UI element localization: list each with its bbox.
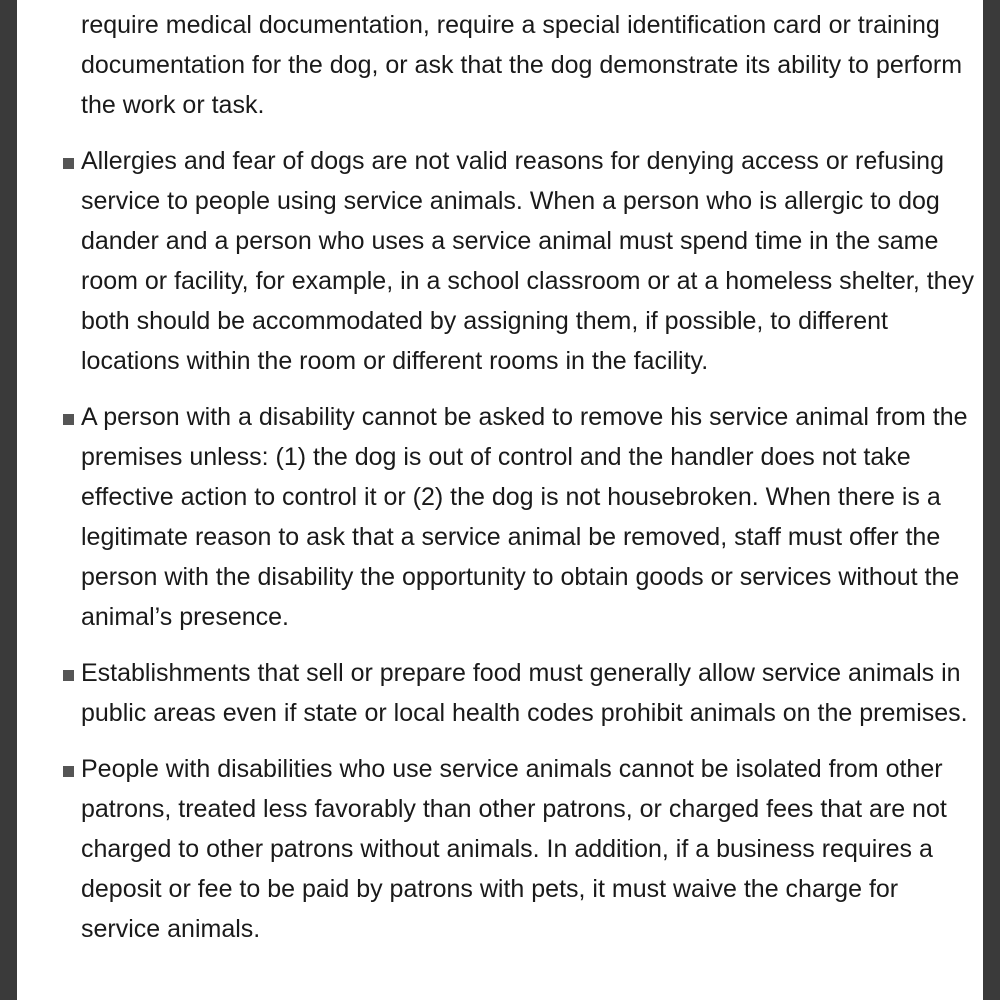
list-item-text: Establishments that sell or prepare food must generally allow service animals in public areas even if state or local health codes prohibit animals on the premises. — [81, 659, 968, 727]
bullet-square-icon — [63, 670, 74, 681]
bullet-square-icon — [63, 158, 74, 169]
list-item — [17, 0, 983, 125]
document-page — [17, 0, 983, 1000]
list-item — [17, 141, 983, 381]
list-item — [17, 397, 983, 637]
bullet-square-icon — [63, 766, 74, 777]
bullet-square-icon — [63, 414, 74, 425]
list-item-text: People with disabilities who use service animals cannot be isolated from other patrons, treated less favorably than other patrons, or charged fees that are not charged to other patrons without animals. In addition, if a business requires a deposit or fee to be paid by patrons with pets, it must waive the charge for service animals. — [81, 755, 947, 943]
list-item — [17, 749, 983, 949]
document-content — [17, 0, 983, 965]
list-item-text: require medical documentation, require a special identification card or training documentation for the dog, or ask that the dog demonstrate its ability to perform the work or task. — [81, 11, 963, 119]
list-item-text: A person with a disability cannot be asked to remove his service animal from the premises unless: (1) the dog is out of control and the handler does not take effective action to control it or (2) the dog is not housebroken. When there is a legitimate reason to ask that a service animal be removed, staff must offer the person with the disability the opportunity to obtain goods or services without the animal’s presence. — [81, 403, 968, 631]
list-item — [17, 653, 983, 733]
list-item-text: Allergies and fear of dogs are not valid reasons for denying access or refusing service to people using service animals. When a person who is allergic to dog dander and a person who uses a service animal must spend time in the same room or facility, for example, in a school classroom or at a homeless shelter, they both should be accommodated by assigning them, if possible, to different locations within the room or different rooms in the facility. — [81, 147, 974, 375]
